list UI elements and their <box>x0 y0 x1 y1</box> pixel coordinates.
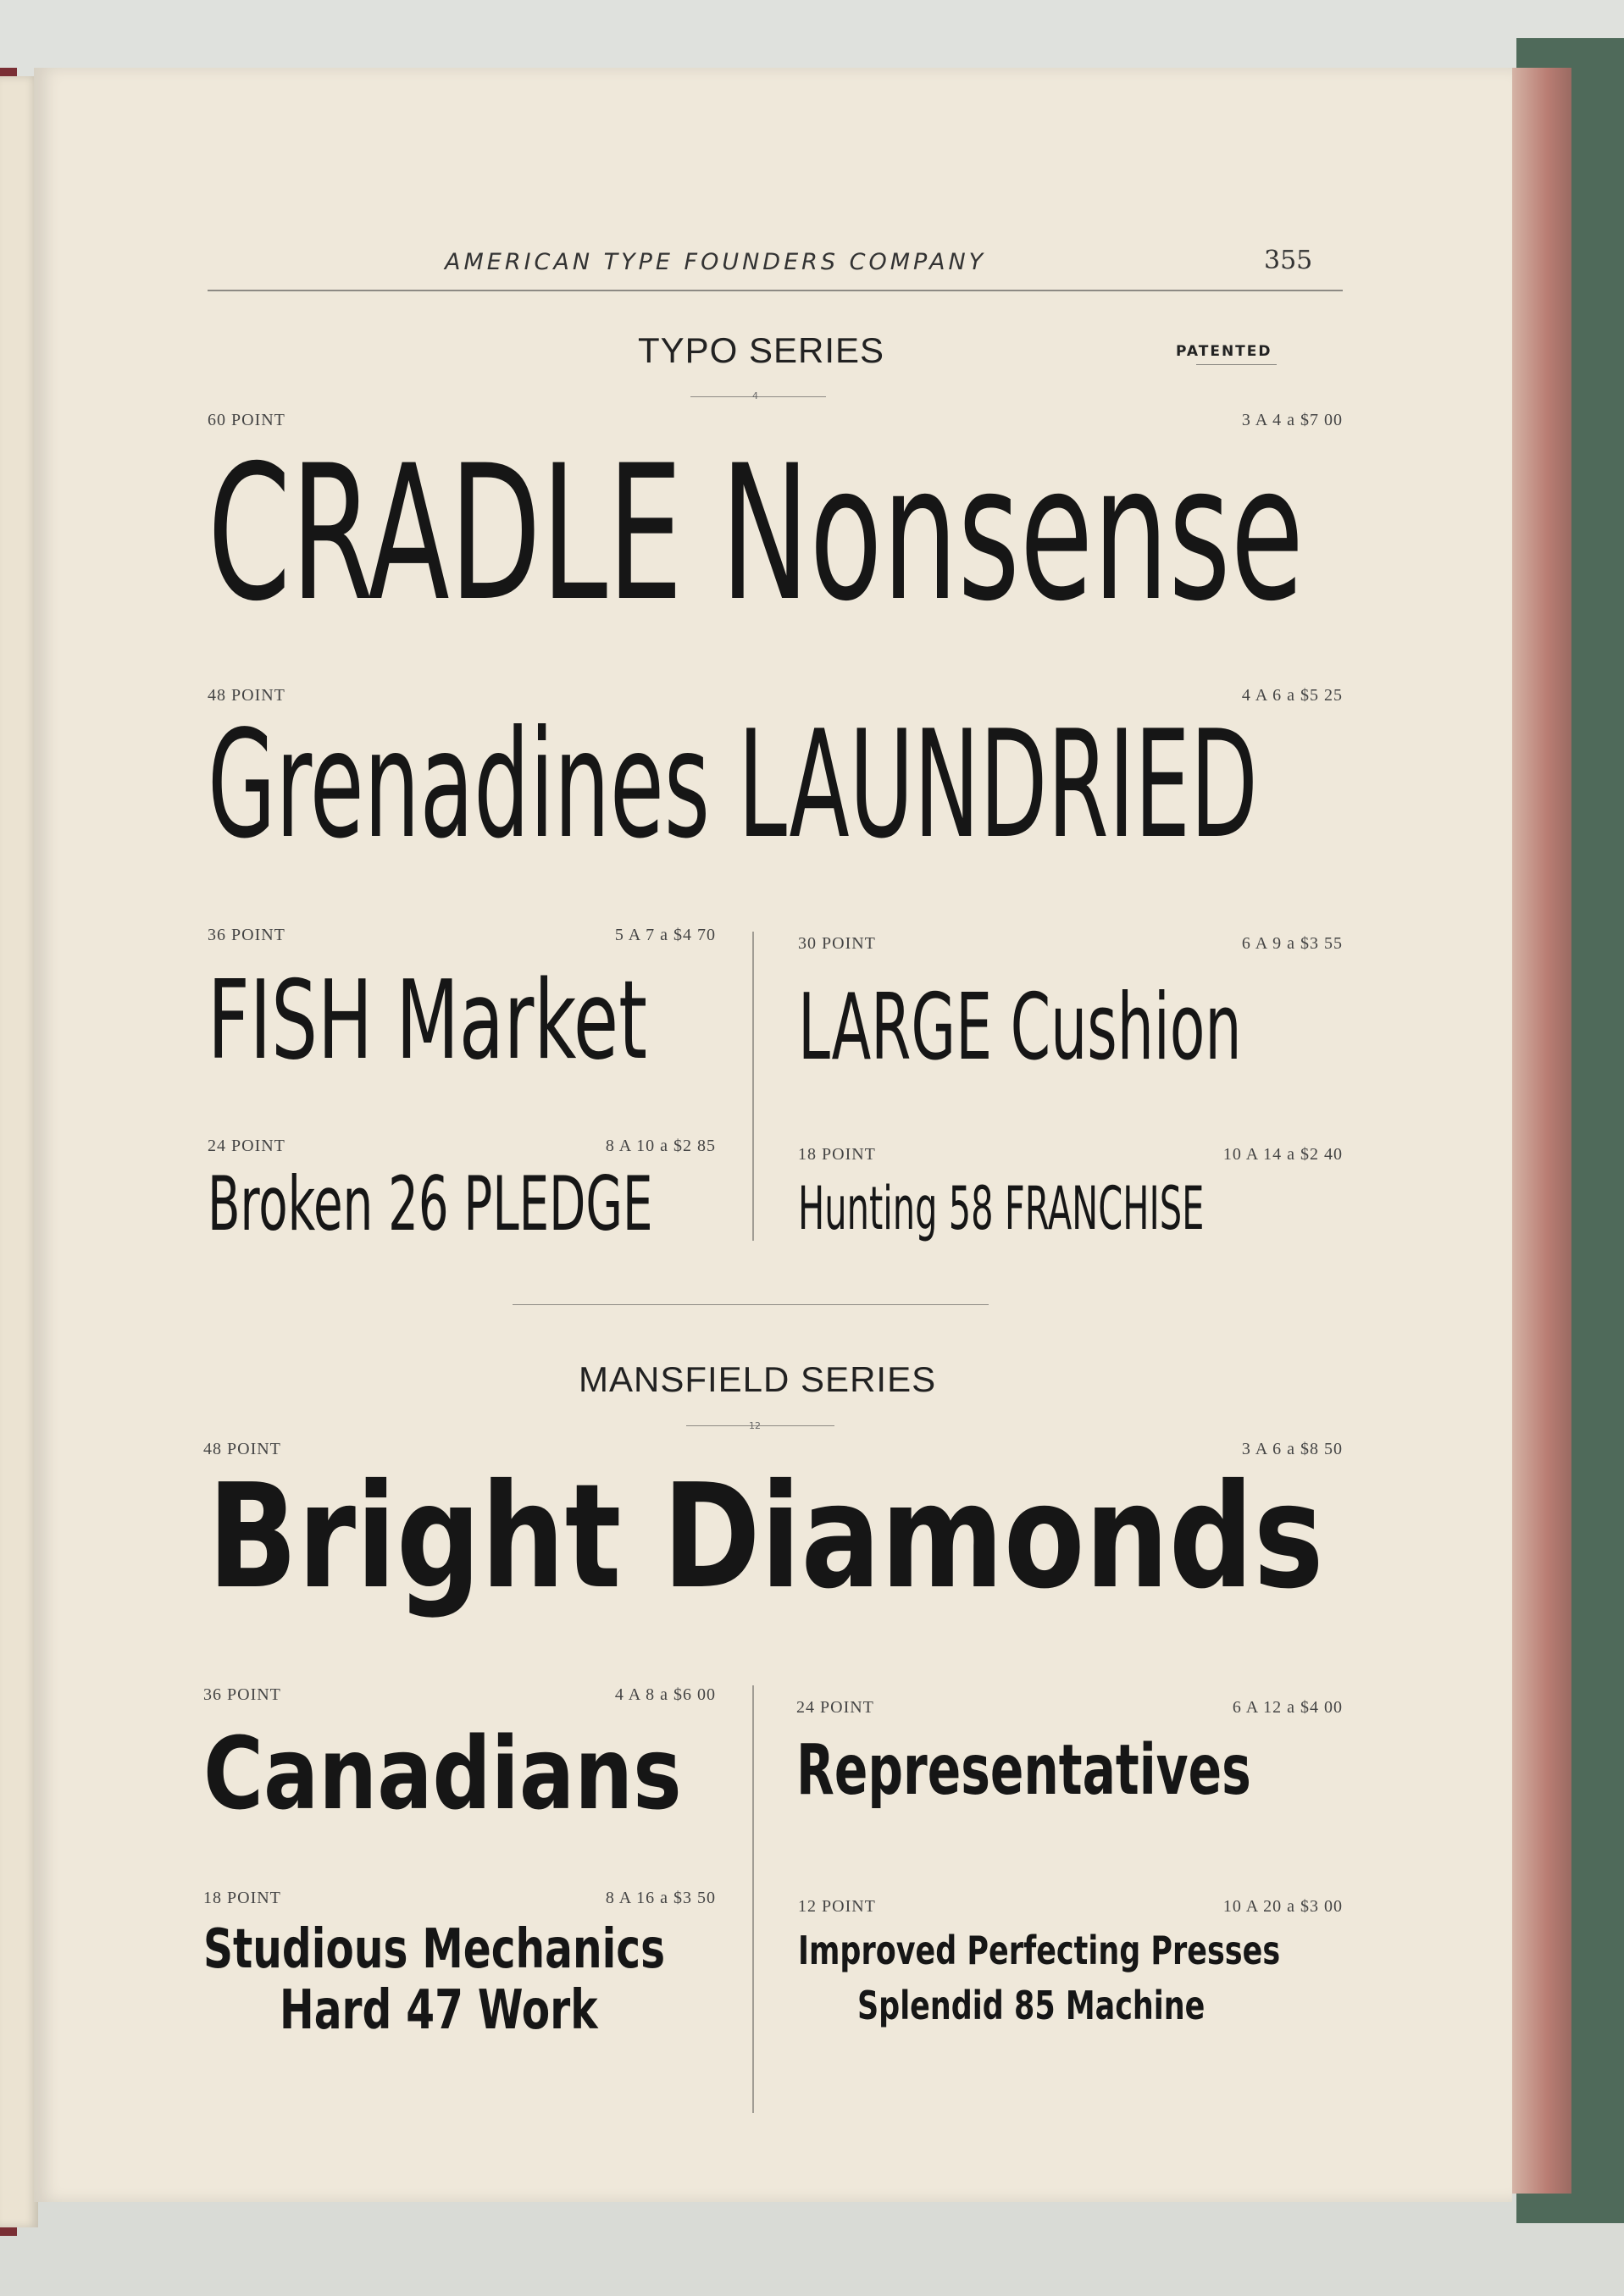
specimen-size-label: 30 POINT <box>798 934 876 953</box>
page-number: 355 <box>1264 246 1313 275</box>
column-divider <box>752 1685 754 2113</box>
specimen-size-label: 48 POINT <box>203 1440 281 1458</box>
specimen-size-label: 12 POINT <box>798 1897 876 1916</box>
specimen-sample-line2: Splendid 85 Machine <box>857 1983 1206 2028</box>
specimen-price-label: 8 A 10 a $2 85 <box>605 1137 716 1155</box>
specimen-sample: Bright Diamonds <box>208 1453 1324 1621</box>
specimen-size-label: 24 POINT <box>796 1698 874 1717</box>
typo-title-rule <box>690 396 826 397</box>
specimen-size-label: 24 POINT <box>208 1137 285 1155</box>
patented-rule <box>1196 364 1277 365</box>
specimen-sample: Hunting 58 FRANCHISE <box>798 1174 1205 1243</box>
specimen-price-label: 6 A 12 a $4 00 <box>1232 1698 1343 1717</box>
mansfield-rule-number: 12 <box>749 1420 761 1431</box>
specimen-price-label: 4 A 6 a $5 25 <box>1241 686 1343 705</box>
column-divider <box>752 932 754 1241</box>
specimen-sample: Canadians <box>203 1715 682 1832</box>
specimen-price-label: 3 A 4 a $7 00 <box>1241 411 1343 429</box>
typo-rule-number: 4 <box>752 390 758 401</box>
specimen-price-label: 4 A 8 a $6 00 <box>614 1685 716 1704</box>
specimen-price-label: 3 A 6 a $8 50 <box>1241 1440 1343 1458</box>
specimen-sample: FISH Market <box>208 958 647 1084</box>
specimen-price-label: 5 A 7 a $4 70 <box>614 926 716 944</box>
specimen-size-label: 18 POINT <box>203 1889 281 1907</box>
book-page <box>34 68 1512 2202</box>
typo-series-title: TYPO SERIES <box>638 330 885 370</box>
left-page-edge <box>0 76 38 2227</box>
patented-badge: PATENTED <box>1176 343 1272 360</box>
specimen-size-label: 36 POINT <box>203 1685 281 1704</box>
specimen-price-label: 8 A 16 a $3 50 <box>605 1889 716 1907</box>
specimen-size-label: 18 POINT <box>798 1145 876 1164</box>
mansfield-series-title: MANSFIELD SERIES <box>579 1359 937 1399</box>
specimen-size-label: 48 POINT <box>208 686 285 705</box>
section-divider <box>513 1304 989 1305</box>
header-rule <box>208 290 1343 291</box>
specimen-sample: CRADLE Nonsense <box>208 425 1305 642</box>
background-top <box>0 0 1624 76</box>
specimen-size-label: 60 POINT <box>208 411 285 429</box>
specimen-price-label: 10 A 20 a $3 00 <box>1222 1897 1343 1916</box>
specimen-price-label: 10 A 14 a $2 40 <box>1222 1145 1343 1164</box>
specimen-sample: LARGE Cushion <box>798 975 1242 1081</box>
running-header: AMERICAN TYPE FOUNDERS COMPANY <box>445 249 987 275</box>
specimen-sample: Improved Perfecting Presses <box>798 1928 1281 1973</box>
specimen-sample: Grenadines LAUNDRIED <box>208 700 1258 871</box>
specimen-size-label: 36 POINT <box>208 926 285 944</box>
specimen-sample: Representatives <box>796 1730 1251 1811</box>
specimen-sample: Broken 26 PLEDGE <box>208 1160 653 1248</box>
specimen-sample-line2: Hard 47 Work <box>280 1979 598 2042</box>
specimen-price-label: 6 A 9 a $3 55 <box>1241 934 1343 953</box>
specimen-sample: Studious Mechanics <box>203 1918 666 1981</box>
